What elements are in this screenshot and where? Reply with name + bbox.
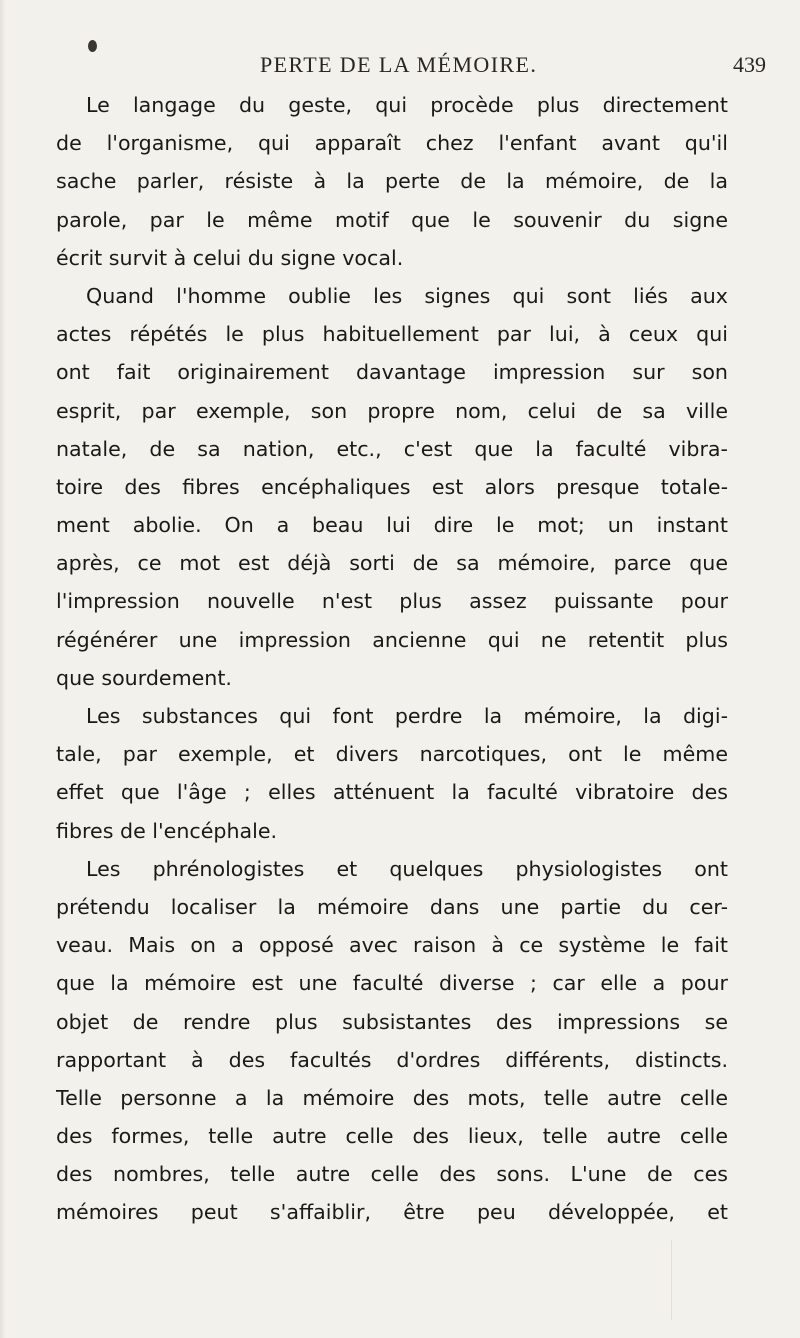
text-line: objet de rendre plus subsistantes des impressions se bbox=[56, 1009, 728, 1034]
text-line: tale, par exemple, et divers narcotiques, ont le même bbox=[56, 742, 728, 767]
text-line: ment abolie. On a beau lui dire le mot; un instant bbox=[56, 513, 728, 538]
text-line: Les phrénologistes et quelques physiologistes ont bbox=[86, 856, 728, 881]
text-line: régénérer une impression ancienne qui ne retentit plus bbox=[56, 627, 728, 652]
text-line: après, ce mot est déjà sorti de sa mémoire, parce que bbox=[56, 551, 728, 576]
text-line: des nombres, telle autre celle des sons. L'une de ces bbox=[56, 1162, 728, 1187]
text-line: prétendu localiser la mémoire dans une partie du cer- bbox=[56, 894, 728, 919]
text-line: Quand l'homme oublie les signes qui sont liés aux bbox=[86, 283, 728, 308]
text-line: rapportant à des facultés d'ordres différents, distincts. bbox=[56, 1047, 728, 1072]
text-line: écrit survit à celui du signe vocal. bbox=[56, 245, 404, 270]
paper-crease bbox=[671, 1240, 672, 1320]
page-edge-shadow bbox=[0, 0, 6, 1338]
text-line: des formes, telle autre celle des lieux, telle autre celle bbox=[56, 1124, 728, 1149]
page-number: 439 bbox=[733, 52, 766, 77]
text-line: effet que l'âge ; elles atténuent la faculté vibratoire des bbox=[56, 780, 728, 805]
text-line: ont fait originairement davantage impression sur son bbox=[56, 360, 728, 385]
text-line: de l'organisme, qui apparaît chez l'enfant avant qu'il bbox=[56, 131, 728, 156]
text-line: parole, par le même motif que le souvenir du signe bbox=[56, 207, 728, 232]
text-line: l'impression nouvelle n'est plus assez puissante pour bbox=[56, 589, 728, 614]
text-line: mémoires peut s'affaiblir, être peu développée, et bbox=[56, 1200, 728, 1225]
text-line: fibres de l'encéphale. bbox=[56, 818, 278, 843]
ink-mark bbox=[88, 40, 97, 52]
running-title: PERTE DE LA MÉMOIRE. bbox=[260, 52, 538, 77]
text-line: que la mémoire est une faculté diverse ; car elle a pour bbox=[56, 971, 728, 996]
body-text bbox=[56, 86, 728, 1232]
text-line: Le langage du geste, qui procède plus directement bbox=[86, 93, 728, 117]
text-line: que sourdement. bbox=[56, 665, 232, 690]
text-line: natale, de sa nation, etc., c'est que la faculté vibra- bbox=[56, 436, 728, 461]
text-line: Les substances qui font perdre la mémoire, la digi- bbox=[86, 704, 728, 728]
page-header bbox=[56, 52, 766, 86]
text-line: sache parler, résiste à la perte de la mémoire, de la bbox=[56, 169, 728, 194]
text-line: actes répétés le plus habituellement par lui, à ceux qui bbox=[56, 322, 728, 347]
text-line: Telle personne a la mémoire des mots, telle autre celle bbox=[56, 1085, 728, 1110]
text-line: toire des fibres encéphaliques est alors presque totale- bbox=[56, 474, 728, 499]
text-line: esprit, par exemple, son propre nom, celui de sa ville bbox=[56, 398, 728, 423]
text-line: veau. Mais on a opposé avec raison à ce système le fait bbox=[56, 933, 728, 958]
